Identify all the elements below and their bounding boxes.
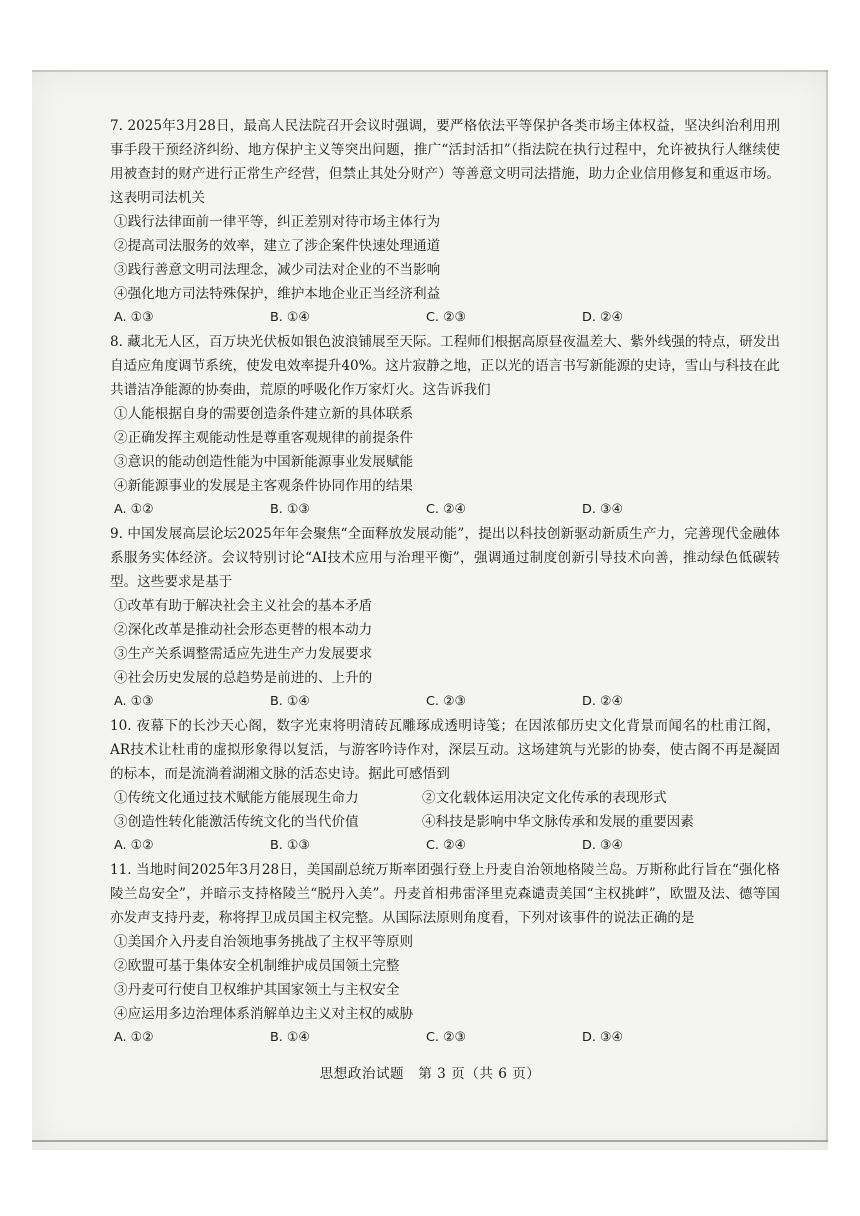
answer-c: C. ②③ [426,310,467,325]
option-row [110,786,780,810]
answer-b: B. ①④ [270,310,310,325]
answer-choices [110,1026,780,1050]
option-2: ②欧盟可基于集体安全机制维护成员国领土完整 [114,958,400,974]
option-4: ④应运用多边治理体系消解单边主义对主权的威胁 [114,1006,414,1022]
question-7 [110,114,780,330]
option-3: ③意识的能动创造性能为中国新能源事业发展赋能 [114,454,414,470]
question-9 [110,522,780,714]
answer-a: A. ①③ [114,310,154,325]
answer-c: C. ②④ [426,838,467,853]
answer-a: A. ①③ [114,694,154,709]
answer-b: B. ①④ [270,694,310,709]
question-11 [110,858,780,1050]
option-3: ③创造性转化能激活传统文化的当代价值 [114,814,359,830]
answer-b: B. ①③ [270,838,310,853]
questions-area [110,114,780,1050]
page-edge-top [32,70,828,72]
question-10 [110,714,780,858]
page-edge-bottom [32,1140,828,1142]
answer-c: C. ②③ [426,694,467,709]
option-3: ③践行善意文明司法理念，减少司法对企业的不当影响 [114,262,441,278]
answer-d: D. ③④ [582,1030,623,1045]
answer-choices [110,306,780,330]
page-edge-right [826,70,828,1142]
answer-b: B. ①③ [270,502,310,517]
page-footer: 思想政治试题 第 3 页（共 6 页） [319,1066,541,1082]
option-1: ①践行法律面前一律平等，纠正差别对待市场主体行为 [114,214,441,230]
answer-d: D. ③④ [582,502,623,517]
answer-choices [110,498,780,522]
answer-a: A. ①② [114,502,154,517]
answer-d: D. ③④ [582,838,623,853]
option-4: ④新能源事业的发展是主客观条件协同作用的结果 [114,478,414,494]
answer-c: C. ②④ [426,502,467,517]
answer-b: B. ①④ [270,1030,310,1045]
question-stem: 9. 中国发展高层论坛2025年年会聚焦“全面释放发展动能”，提出以科技创新驱动新质生产力，完善现代金融体系服务实体经济。会议特别讨论“AI技术应用与治理平衡”，强调通过制度创新引导技术向善，推动绿色低碳转型。这些要求是基于 [110,526,780,590]
option-1: ①传统文化通过技术赋能方能展现生命力 [114,790,359,806]
option-row [110,810,780,834]
option-2: ②文化载体运用决定文化传承的表现形式 [422,790,667,806]
option-2: ②深化改革是推动社会形态更替的根本动力 [114,622,373,638]
option-1: ①美国介入丹麦自治领地事务挑战了主权平等原则 [114,934,414,950]
answer-d: D. ②④ [582,310,623,325]
answer-a: A. ①② [114,1030,154,1045]
option-3: ③生产关系调整需适应先进生产力发展要求 [114,646,373,662]
option-1: ①人能根据自身的需要创造条件建立新的具体联系 [114,406,414,422]
question-stem: 11. 当地时间2025年3月28日，美国副总统万斯率团强行登上丹麦自治领地格陵兰岛。万斯称此行旨在“强化格陵兰岛安全”，并暗示支持格陵兰“脱丹入美”。丹麦首相弗雷泽里克森谴责美国“主权挑衅”，欧盟及法、德等国亦发声支持丹麦，称将捍卫成员国主权完整。从国际法原则角度看，下列对该事件的说法正确的是 [110,862,780,926]
answer-d: D. ②④ [582,694,623,709]
question-stem: 10. 夜幕下的长沙天心阁，数字光束将明清砖瓦雕琢成透明诗笺；在因浓郁历史文化背景而闻名的杜甫江阁，AR技术让杜甫的虚拟形象得以复活，与游客吟诗作对，深层互动。这场建筑与光影的协奏，使古阁不再是凝固的标本，而是流淌着湖湘文脉的活态史诗。据此可感悟到 [110,718,780,782]
option-3: ③丹麦可行使自卫权维护其国家领土与主权安全 [114,982,400,998]
question-stem: 8. 藏北无人区，百万块光伏板如银色波浪铺展至天际。工程师们根据高原昼夜温差大、紫外线强的特点，研发出自适应角度调节系统，使发电效率提升40%。这片寂静之地，正以光的语言书写新能源的史诗，雪山与科技在此共谱洁净能源的协奏曲，荒原的呼吸化作万家灯火。这告诉我们 [110,334,780,398]
option-4: ④社会历史发展的总趋势是前进的、上升的 [114,670,373,686]
answer-a: A. ①② [114,838,154,853]
question-8 [110,330,780,522]
question-stem: 7. 2025年3月28日，最高人民法院召开会议时强调，要严格依法平等保护各类市场主体权益，坚决纠治利用刑事手段干预经济纠纷、地方保护主义等突出问题，推广“活封活扣”（指法院在执行过程中，允许被执行人继续使用被查封的财产进行正常生产经营，但禁止其处分财产）等善意文明司法措施，助力企业信用修复和重返市场。这表明司法机关 [110,118,780,206]
option-4: ④科技是影响中华文脉传承和发展的重要因素 [422,814,694,830]
answer-choices [110,834,780,858]
option-1: ①改革有助于解决社会主义社会的基本矛盾 [114,598,373,614]
option-2: ②正确发挥主观能动性是尊重客观规律的前提条件 [114,430,414,446]
option-4: ④强化地方司法特殊保护，维护本地企业正当经济利益 [114,286,441,302]
option-2: ②提高司法服务的效率，建立了涉企案件快速处理通道 [114,238,441,254]
answer-choices [110,690,780,714]
answer-c: C. ②③ [426,1030,467,1045]
